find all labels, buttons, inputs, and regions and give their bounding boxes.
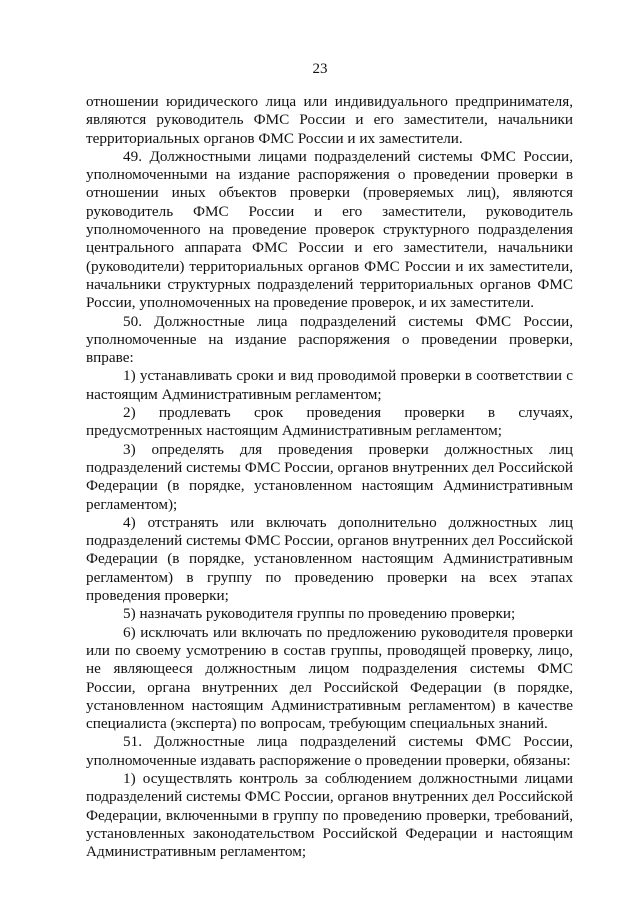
paragraph-50-item-4: 4) отстранять или включать дополнительно должностных лиц подразделений системы ФМС России, органов внутренних дел Российской Федерации (в порядке, установленном настоящим Административным регламентом) в группу по проведению проверки на всех этапах проведения проверки; bbox=[86, 513, 573, 605]
paragraph-50: 50. Должностные лица подразделений системы ФМС России, уполномоченные на издание распоряжения о проведении проверки, вправе: bbox=[86, 312, 573, 367]
paragraph-continuation: отношении юридического лица или индивидуального предпринимателя, являются руководитель ФМС России и его заместители, начальники территориальных органов ФМС России и их заместители. bbox=[86, 93, 573, 147]
document-body bbox=[86, 93, 573, 861]
paragraph-50-item-1: 1) устанавливать сроки и вид проводимой проверки в соответствии с настоящим Административным регламентом; bbox=[86, 367, 573, 403]
paragraph-51: 51. Должностные лица подразделений системы ФМС России, уполномоченные издавать распоряжение о проведении проверки, обязаны: bbox=[86, 733, 573, 769]
paragraph-49: 49. Должностными лицами подразделений системы ФМС России, уполномоченными на издание распоряжения о проведении проверки в отношении иных объектов проверки (проверяемых лиц), являются руководитель ФМС России и его заместители, руководитель уполномоченного на проведение проверок структурного подразделения центрального аппарата ФМС России и его заместители, начальники (руководители) территориальных органов ФМС России и их заместители, начальники структурных подразделений территориальных органов ФМС России, уполномоченных на проведение проверок, и их заместители. bbox=[86, 147, 573, 312]
paragraph-50-item-5: 5) назначать руководителя группы по проведению проверки; bbox=[123, 605, 516, 623]
page-number: 23 bbox=[312, 61, 328, 77]
paragraph-50-item-6: 6) исключать или включать по предложению руководителя проверки или по своему усмотрению в состав группы, проводящей проверку, лицо, не являющееся должностным лицом подразделения системы ФМС России, органа внутренних дел Российской Федерации (в порядке, установленном настоящим Административным регламентом) в качестве специалиста (эксперта) по вопросам, требующим специальных знаний. bbox=[86, 623, 573, 733]
paragraph-51-item-1: 1) осуществлять контроль за соблюдением должностными лицами подразделений системы ФМС России, органов внутренних дел Российской Федерации, включенными в группу по проведению проверки, требований, установленных законодательством Российской Федерации и настоящим Административным регламентом; bbox=[86, 769, 573, 861]
paragraph-50-item-2: 2) продлевать срок проведения проверки в случаях, предусмотренных настоящим Административным регламентом; bbox=[86, 404, 573, 440]
paragraph-50-item-3: 3) определять для проведения проверки должностных лиц подразделений системы ФМС России, органов внутренних дел Российской Федерации (в порядке, установленном настоящим Административным регламентом); bbox=[86, 440, 573, 513]
